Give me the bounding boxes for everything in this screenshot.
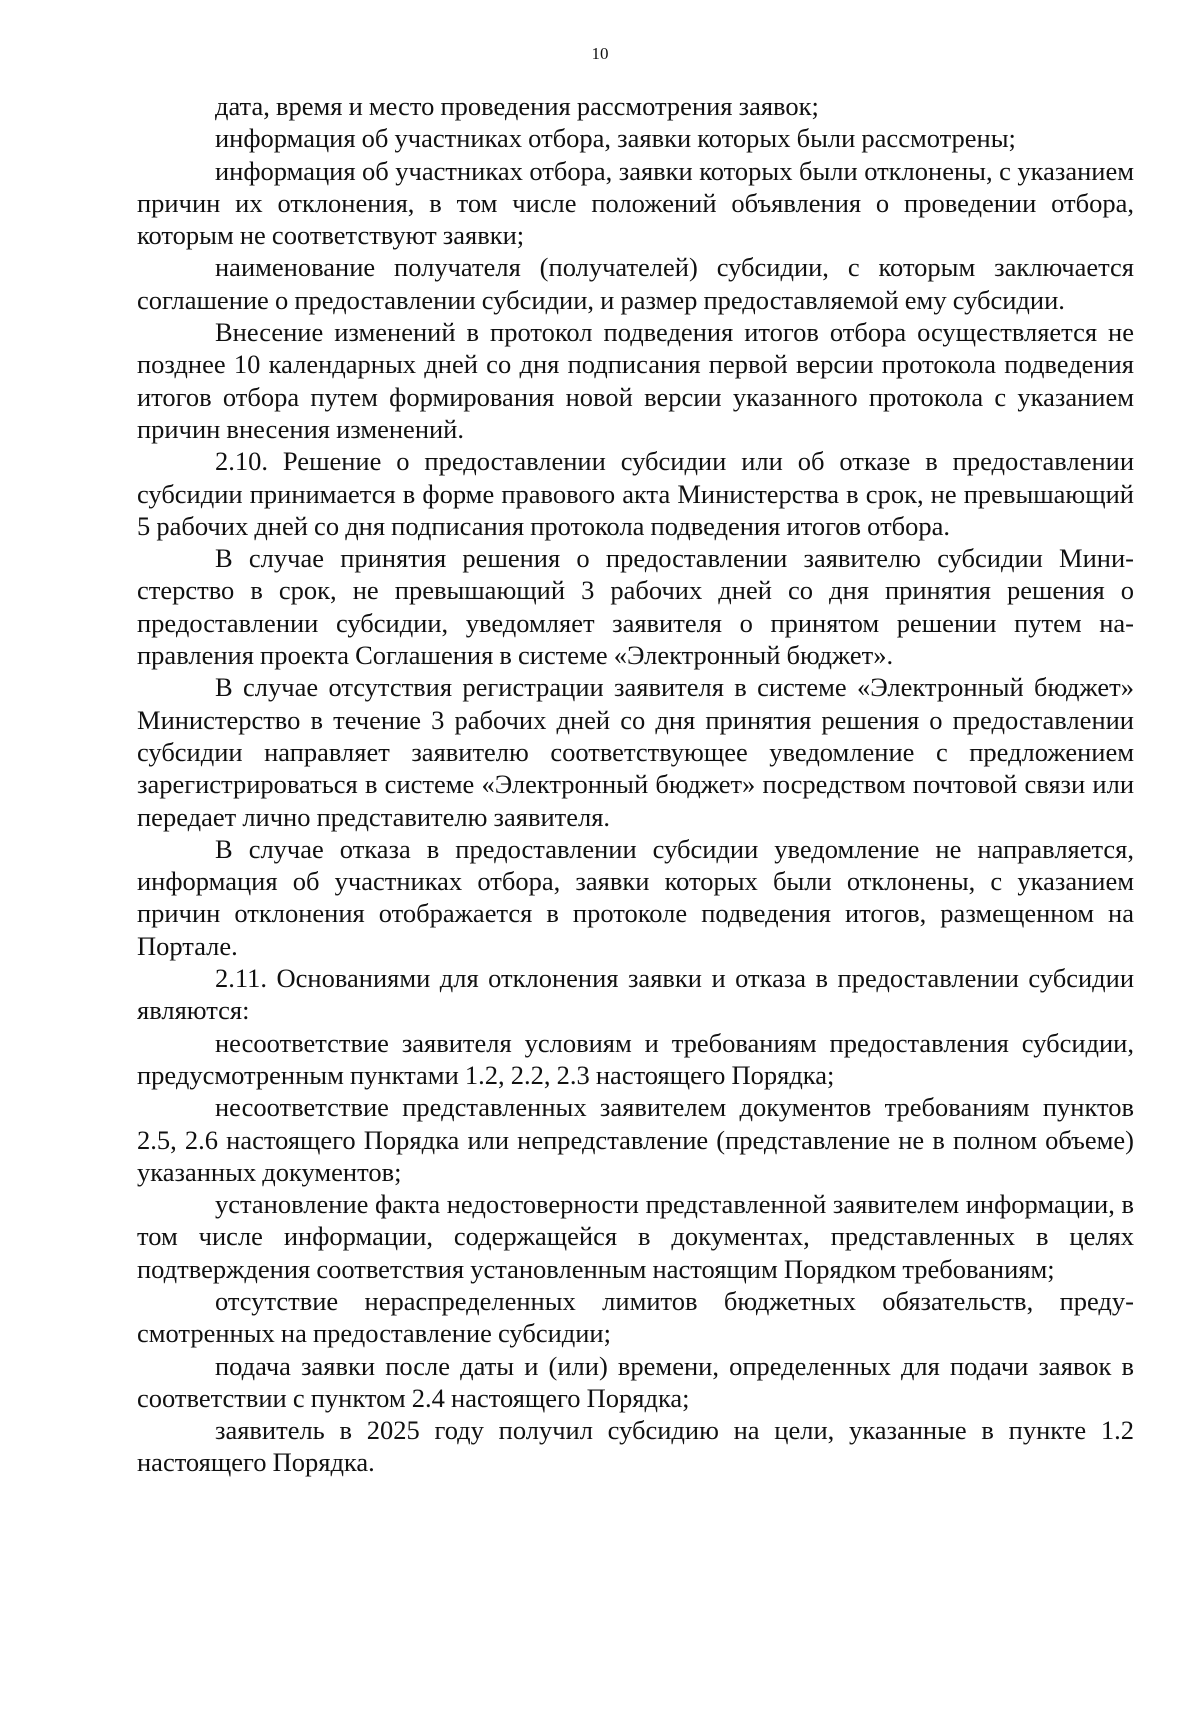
paragraph-recipient-name: наименование получателя (получателей) субсидии, с которым заключается соглашение о предоставлении субсидии, и размер предоставляемой ему субсидии.: [137, 252, 1134, 315]
paragraph-rejected-participants: информация об участниках отбора, заявки которых были отклонены, с указанием причин их отклонения, в том числе положений объявления о проведении отбора, которым не соответствуют заявки;: [137, 155, 1134, 251]
paragraph-no-registration: В случае отсутствия регистрации заявителя в системе «Электронный бюджет» Министерство в течение 3 рабочих дней со дня принятия решения о предоставлении субсидии направляет заявителю соответствующее уведомление с предложением зарегистрироваться в системе «Электронный бюджет» посредством почтовой связи или передает лично представителю заявителя.: [137, 672, 1134, 832]
paragraph-section-2-10: 2.10. Решение о предоставлении субсидии или об отказе в предоставлении субсидии принимается в форме правового акта Министерства в срок, не превышающий 5 рабочих дней со дня подписания протокола подведения итогов отбора.: [137, 446, 1134, 541]
paragraph-review-datetime: дата, время и место проведения рассмотрения заявок;: [215, 91, 819, 121]
paragraph-ground-documents: несоответствие представленных заявителем документов требованиям пунктов 2.5, 2.6 настоящего Порядка или непредставление (представление не в полном объеме) указанных документов;: [137, 1092, 1134, 1187]
paragraph-ground-no-limits: отсутствие нераспределенных лимитов бюджетных обязательств, предусмотренных на предоставление субсидии;: [137, 1285, 1134, 1349]
paragraph-ground-false-info: установление факта недостоверности представленной заявителем информации, в том числе информации, содержащейся в документах, представленных в целях подтверждения соответствия установленным настоящим Порядком требованиям;: [137, 1189, 1134, 1284]
paragraph-protocol-changes: Внесение изменений в протокол подведения итогов отбора осуществляется не позднее 10 календарных дней со дня подписания первой версии протокола подведения итогов отбора путем формирования новой версии указанного протокола с указанием причин внесения изменений.: [137, 317, 1134, 444]
page-number: 10: [591, 44, 609, 63]
paragraph-ground-prior-subsidy: заявитель в 2025 году получил субсидию на цели, указанные в пункте 1.2 настоящего Порядка.: [137, 1415, 1134, 1478]
paragraph-decision-notification: В случае принятия решения о предоставлении заявителю субсидии Министерство в срок, не превышающий 3 рабочих дней со дня принятия решения о предоставлении субсидии, уведомляет заявителя о принятом решении путем направления проекта Соглашения в системе «Электронный бюджет».: [137, 543, 1134, 671]
document-body: [137, 90, 1134, 1479]
paragraph-ground-late-submission: подача заявки после даты и (или) времени, определенных для подачи заявок в соответствии с пунктом 2.4 настоящего Порядка;: [137, 1350, 1134, 1413]
paragraph-ground-conditions: несоответствие заявителя условиям и требованиям предоставления субсидии, предусмотренным пунктами 1.2, 2.2, 2.3 настоящего Порядка;: [137, 1027, 1134, 1090]
paragraph-section-2-11: 2.11. Основаниями для отклонения заявки и отказа в предоставлении субсидии являются:: [137, 963, 1134, 1026]
paragraph-reviewed-participants: информация об участниках отбора, заявки которых были рассмотрены;: [215, 123, 1016, 154]
paragraph-refusal-case: В случае отказа в предоставлении субсидии уведомление не направляется, информация об участниках отбора, заявки которых были отклонены, с указанием причин отклонения отображается в протоколе подведения итогов, размещенном на Портале.: [137, 833, 1134, 961]
